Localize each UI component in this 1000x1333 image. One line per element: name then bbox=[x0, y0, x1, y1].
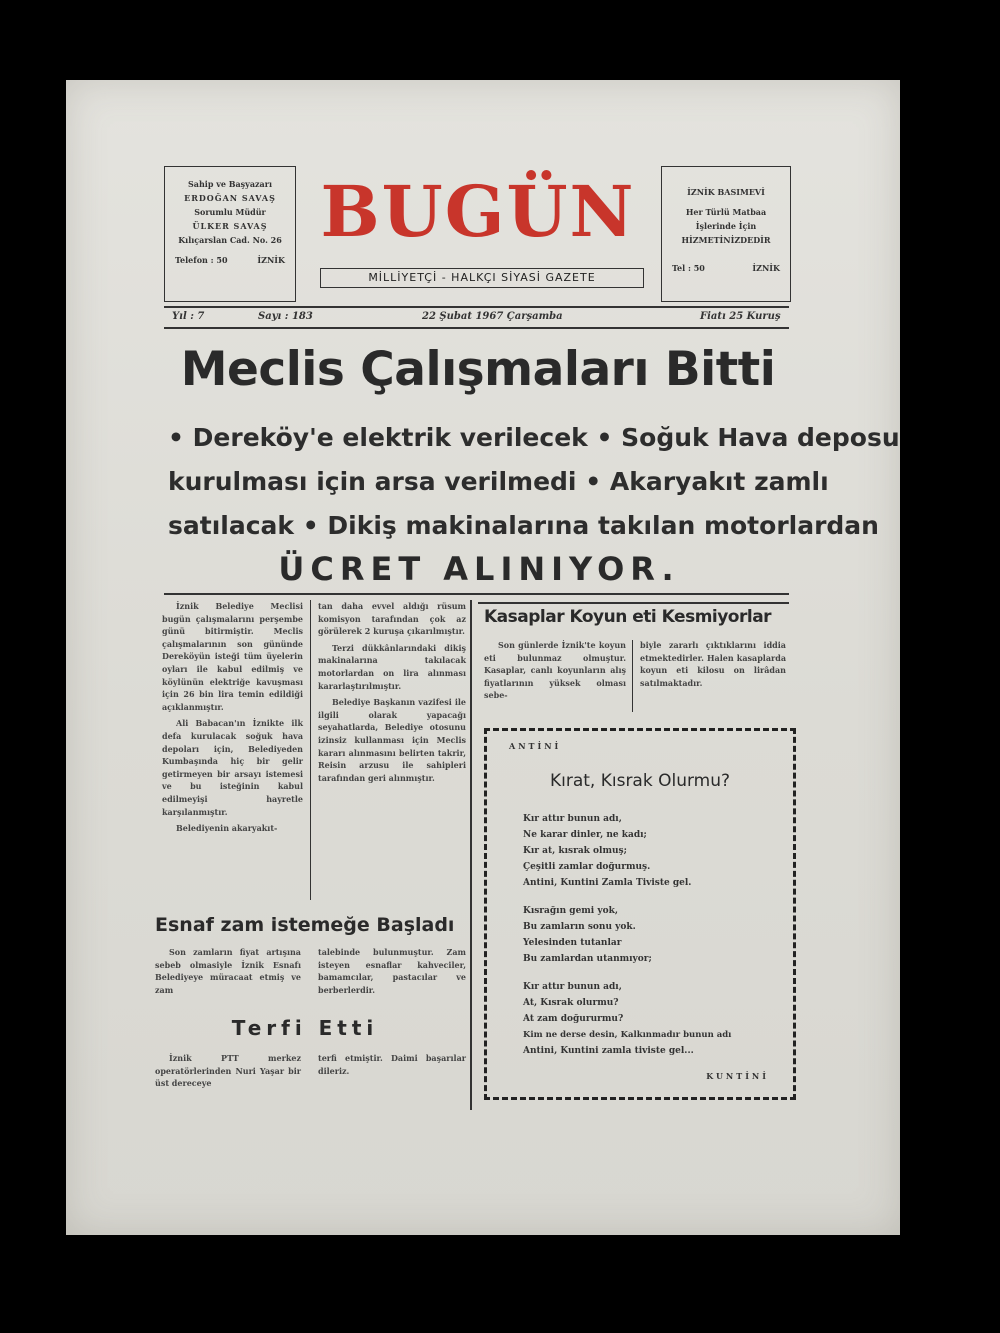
article1-paragraph: Belediyenin akaryakıt- bbox=[176, 823, 278, 834]
article1-paragraph: Belediye Başkanın vazifesi ile ilgili olarak yapacağı seyahatlarda, Belediye otosunu izinsiz kullanması için Meclis kararı alınmasını belirten takrir, Reisin arzusu ile sahipleri tarafından geri alınmıştır. bbox=[318, 697, 466, 783]
section-rule bbox=[164, 593, 789, 595]
article3-text: terfi etmiştir. Daimi başarılar dileriz. bbox=[318, 1053, 466, 1076]
publisher-line-2: ERDOĞAN SAVAŞ bbox=[184, 193, 276, 203]
article1-paragraph: İznik Belediye Meclisi bugün çalışmalarını perşembe günü bitirmiştir. Meclis çalışmalarının son gününde Dereköyün isteği tüm üyelerin oyları ile kabul edilmiş ve köylünün elektriğe kavuşması için 26 bin lira temin edildiği açıklanmıştır. bbox=[162, 601, 303, 712]
deck-line-2: kurulması için arsa verilmedi • Akaryakıt zamlı bbox=[168, 467, 829, 496]
column-divider bbox=[310, 600, 311, 900]
poem-stanza bbox=[523, 979, 783, 1059]
poem-stanza bbox=[523, 903, 783, 967]
meta-year: Yıl : 7 bbox=[172, 311, 205, 322]
main-headline: Meclis Çalışmaları Bitti bbox=[180, 342, 776, 397]
deck-line-4: ÜCRET ALINIYOR. bbox=[278, 550, 680, 588]
article2-column-2 bbox=[318, 946, 466, 1000]
meta-rule-top bbox=[164, 306, 789, 308]
article4-column-2 bbox=[640, 639, 786, 693]
masthead-title: BUGÜN bbox=[320, 170, 636, 253]
poem-line: Ne karar dinler, ne kadı; bbox=[523, 830, 647, 840]
article1-paragraph: tan daha evvel aldığı rüsum komisyon tarafından çok az görülerek 2 kuruşa çıkarılmıştır. bbox=[318, 601, 466, 637]
meta-date: 22 Şubat 1967 Çarşamba bbox=[422, 311, 563, 322]
article4-rule bbox=[478, 602, 789, 604]
article4-divider bbox=[632, 640, 633, 712]
deck-line-3: satılacak • Dikiş makinalarına takılan motorlardan bbox=[168, 511, 879, 540]
poem-line: Bu zamların sonu yok. bbox=[523, 922, 636, 932]
masthead-subtitle: MİLLİYETÇİ - HALKÇI SİYASİ GAZETE bbox=[320, 268, 644, 288]
article3-column-1 bbox=[155, 1052, 301, 1094]
meta-price: Fiatı 25 Kuruş bbox=[700, 311, 781, 322]
poem-line: Kısrağın gemi yok, bbox=[523, 906, 618, 916]
publisher-line-4: ÜLKER SAVAŞ bbox=[192, 221, 268, 231]
left-section-divider bbox=[470, 600, 472, 1110]
article3-text: İznik PTT merkez operatörlerinden Nuri Yaşar bir üst dereceye bbox=[155, 1053, 301, 1089]
poem-kicker: ANTİNİ bbox=[509, 741, 562, 751]
printer-box bbox=[661, 166, 791, 302]
article2-text: talebinde bulunmuştur. Zam isteyen esnaflar kahveciler, bamamcılar, pastacılar ve berberlerdir. bbox=[318, 947, 466, 995]
poem-line: At, Kısrak olurmu? bbox=[523, 998, 619, 1008]
printer-city: İZNİK bbox=[752, 263, 780, 273]
poem-line: Kır at, kısrak olmuş; bbox=[523, 846, 627, 856]
poem-box bbox=[484, 728, 796, 1100]
printer-line-1: İZNİK BASIMEVİ bbox=[687, 187, 765, 197]
article1-column-2 bbox=[318, 600, 466, 788]
poem-line: Bu zamlardan utanmıyor; bbox=[523, 954, 652, 964]
poem-line: At zam doğururmu? bbox=[523, 1014, 624, 1024]
printer-phone: Tel : 50 bbox=[672, 263, 705, 273]
poem-line: Kır attır bunun adı, bbox=[523, 982, 622, 992]
poem-line: Antini, Kuntini zamla tiviste gel... bbox=[523, 1046, 694, 1056]
article3-column-2 bbox=[318, 1052, 466, 1081]
publisher-line-1: Sahip ve Başyazarı bbox=[188, 179, 272, 189]
poem-body bbox=[523, 811, 783, 1059]
article2-title: Esnaf zam istemeğe Başladı bbox=[155, 914, 455, 936]
article1-paragraph: Ali Babacan'ın İznikte ilk defa kurulacak soğuk hava depoları için, Belediyeden Kumbaşında hiç bir gelir getirmeyen bir arsayı istemesi ve bu isteğinin kabul edilmeyişi hayretle karşılanmıştır. bbox=[162, 718, 303, 817]
poem-stanza bbox=[523, 811, 783, 891]
poem-line: Yelesinden tutanlar bbox=[523, 938, 622, 948]
meta-rule-bottom bbox=[164, 327, 789, 329]
printer-line-3: İşlerinde İçin bbox=[695, 221, 757, 231]
poem-title: Kırat, Kısrak Olurmu? bbox=[549, 771, 731, 791]
poem-line: Çeşitli zamlar doğurmuş. bbox=[523, 862, 651, 872]
publisher-phone: Telefon : 50 bbox=[175, 255, 228, 265]
publisher-city: İZNİK bbox=[257, 255, 285, 265]
poem-line: Antini, Kuntini Zamla Tiviste gel. bbox=[523, 878, 692, 888]
poem-signature: KUNTİNİ bbox=[706, 1071, 769, 1081]
article4-text: biyle zararlı çıktıklarını iddia etmektedirler. Halen kasaplarda koyun eti kilosu on lirâdan satılmaktadır. bbox=[640, 640, 786, 688]
article1-paragraph: Terzi dükkânlarındaki dikiş makinalarına takılacak motorlardan on lira alınması kararlaştırılmıştır. bbox=[318, 642, 466, 691]
publisher-line-5: Kılıçarslan Cad. No. 26 bbox=[178, 235, 282, 245]
article2-text: Son zamların fiyat artışına sebeb olmasiyle İznik Esnafı Belediyeye müracaat etmiş ve zam bbox=[155, 947, 301, 995]
article4-text: Son günlerde İznik'te koyun eti bulunmaz olmuştur. Kasaplar, canlı koyunların alış fiyatlarının yüksek olması sebe- bbox=[484, 640, 626, 701]
deck-line-1: • Dereköy'e elektrik verilecek • Soğuk Hava deposu bbox=[168, 423, 900, 452]
printer-line-2: Her Türlü Matbaa bbox=[685, 207, 767, 217]
article3-title: Terfi Etti bbox=[231, 1016, 379, 1040]
publisher-line-3: Sorumlu Müdür bbox=[194, 207, 266, 217]
printer-line-4: HİZMETİNİZDEDİR bbox=[681, 235, 771, 245]
poem-line: Kim ne derse desin, Kalkınmadır bunun adı bbox=[523, 1030, 732, 1040]
article4-title: Kasaplar Koyun eti Kesmiyorlar bbox=[484, 607, 772, 627]
article1-column-1 bbox=[162, 600, 303, 839]
meta-issue: Sayı : 183 bbox=[258, 311, 313, 322]
article4-column-1 bbox=[484, 639, 626, 706]
poem-line: Kır attır bunun adı, bbox=[523, 814, 622, 824]
article2-column-1 bbox=[155, 946, 301, 1000]
publisher-box bbox=[164, 166, 296, 302]
